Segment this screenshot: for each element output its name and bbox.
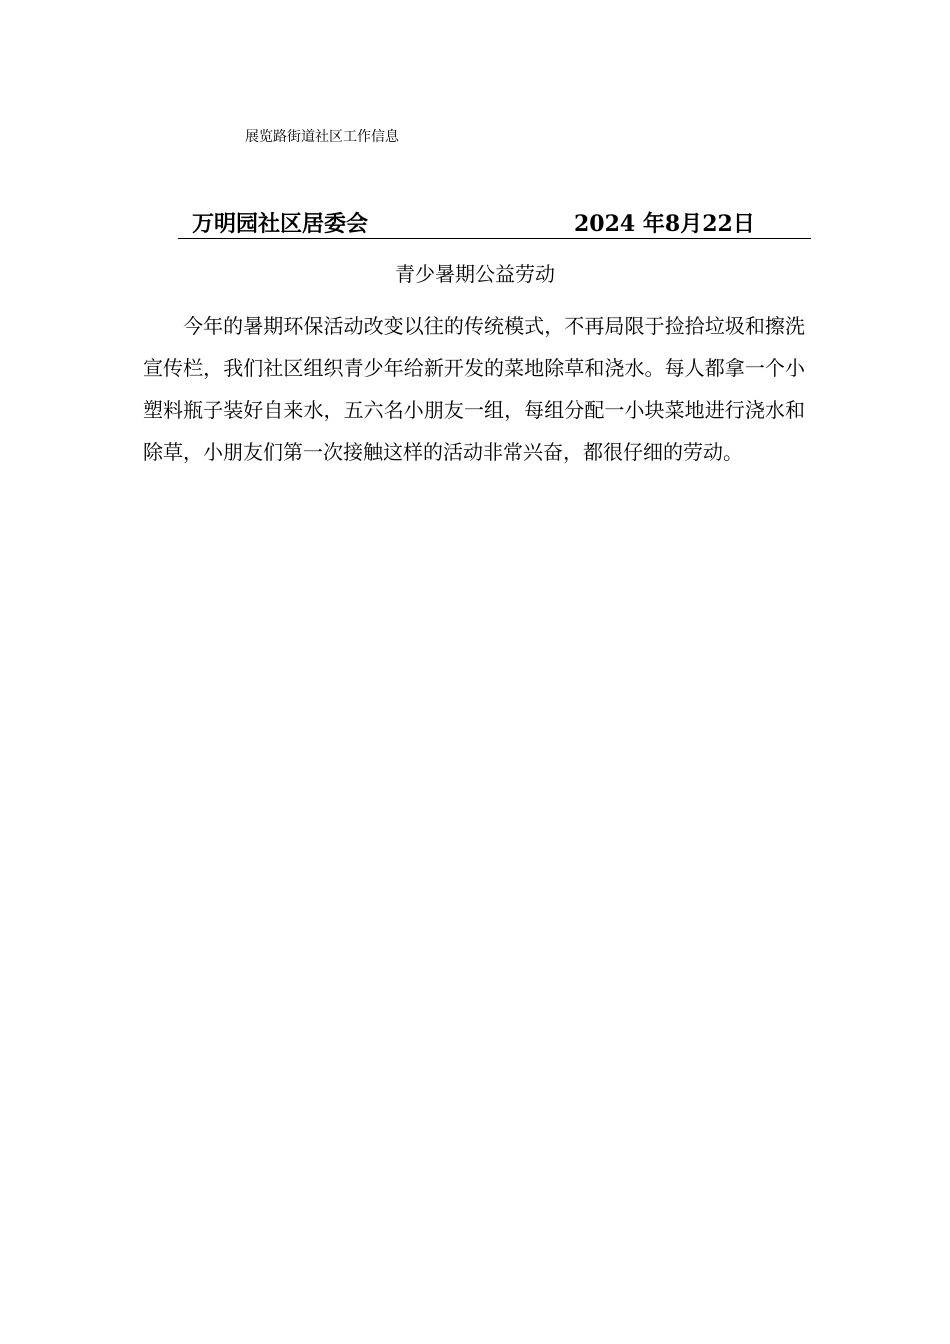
article-body: 今年的暑期环保活动改变以往的传统模式，不再局限于捡拾垃圾和擦洗宣传栏，我们社区组织青少年给新开发的菜地除草和浇水。每人都拿一个小塑料瓶子装好自来水，五六名小朋友一组，每组分配一小块菜地进行浇水和除草，小朋友们第一次接触这样的活动非常兴奋，都很仔细的劳动。: [143, 314, 805, 464]
title-line: [178, 210, 811, 239]
page-header: 展览路街道社区工作信息: [245, 129, 399, 145]
organization-name: 万明园社区居委会: [192, 211, 369, 237]
publication-date: 2024 年8月22日: [574, 211, 755, 237]
article-title: 青少暑期公益劳动: [395, 262, 555, 286]
